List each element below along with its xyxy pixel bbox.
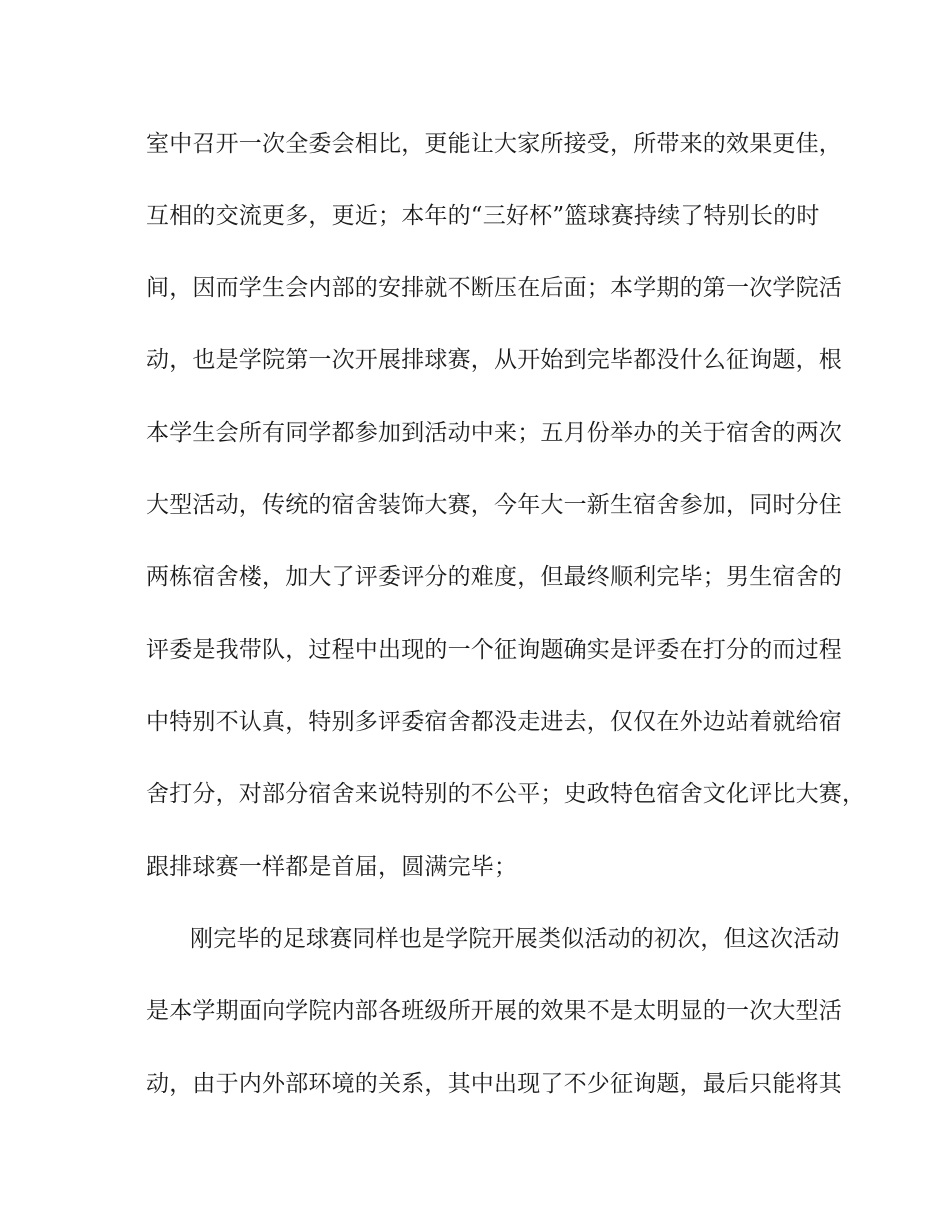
text-line: 是本学期面向学院内部各班级所开展的效果不是太明显的一次大型活 (146, 998, 842, 1024)
text-line: 评委是我带队，过程中出现的一个征询题确实是评委在打分的而过程 (146, 637, 842, 663)
text-line: 跟排球赛一样都是首届，圆满完毕； (146, 854, 518, 880)
text-line: 本学生会所有同学都参加到活动中来；五月份举办的关于宿舍的两次 (146, 420, 842, 446)
text-line: 舍打分，对部分宿舍来说特别的不公平；史政特色宿舍文化评比大赛， (146, 781, 866, 807)
text-line-indented: 刚完毕的足球赛同样也是学院开展类似活动的初次，但这次活动 (190, 926, 840, 952)
text-line: 间，因而学生会内部的安排就不断压在后面；本学期的第一次学院活 (146, 275, 842, 301)
text-line: 动，也是学院第一次开展排球赛，从开始到完毕都没什么征询题，根 (146, 347, 842, 373)
text-line: 动，由于内外部环境的关系，其中出现了不少征询题，最后只能将其 (146, 1071, 842, 1097)
text-line: 大型活动，传统的宿舍装饰大赛，今年大一新生宿舍参加，同时分住 (146, 492, 842, 518)
text-line: 两栋宿舍楼，加大了评委评分的难度，但最终顺利完毕；男生宿舍的 (146, 564, 842, 590)
text-line: 室中召开一次全委会相比，更能让大家所接受，所带来的效果更佳， (146, 131, 842, 157)
text-line: 互相的交流更多，更近；本年的“三好杯”篮球赛持续了特别长的时 (146, 203, 820, 229)
text-line: 中特别不认真，特别多评委宿舍都没走进去，仅仅在外边站着就给宿 (146, 709, 842, 735)
